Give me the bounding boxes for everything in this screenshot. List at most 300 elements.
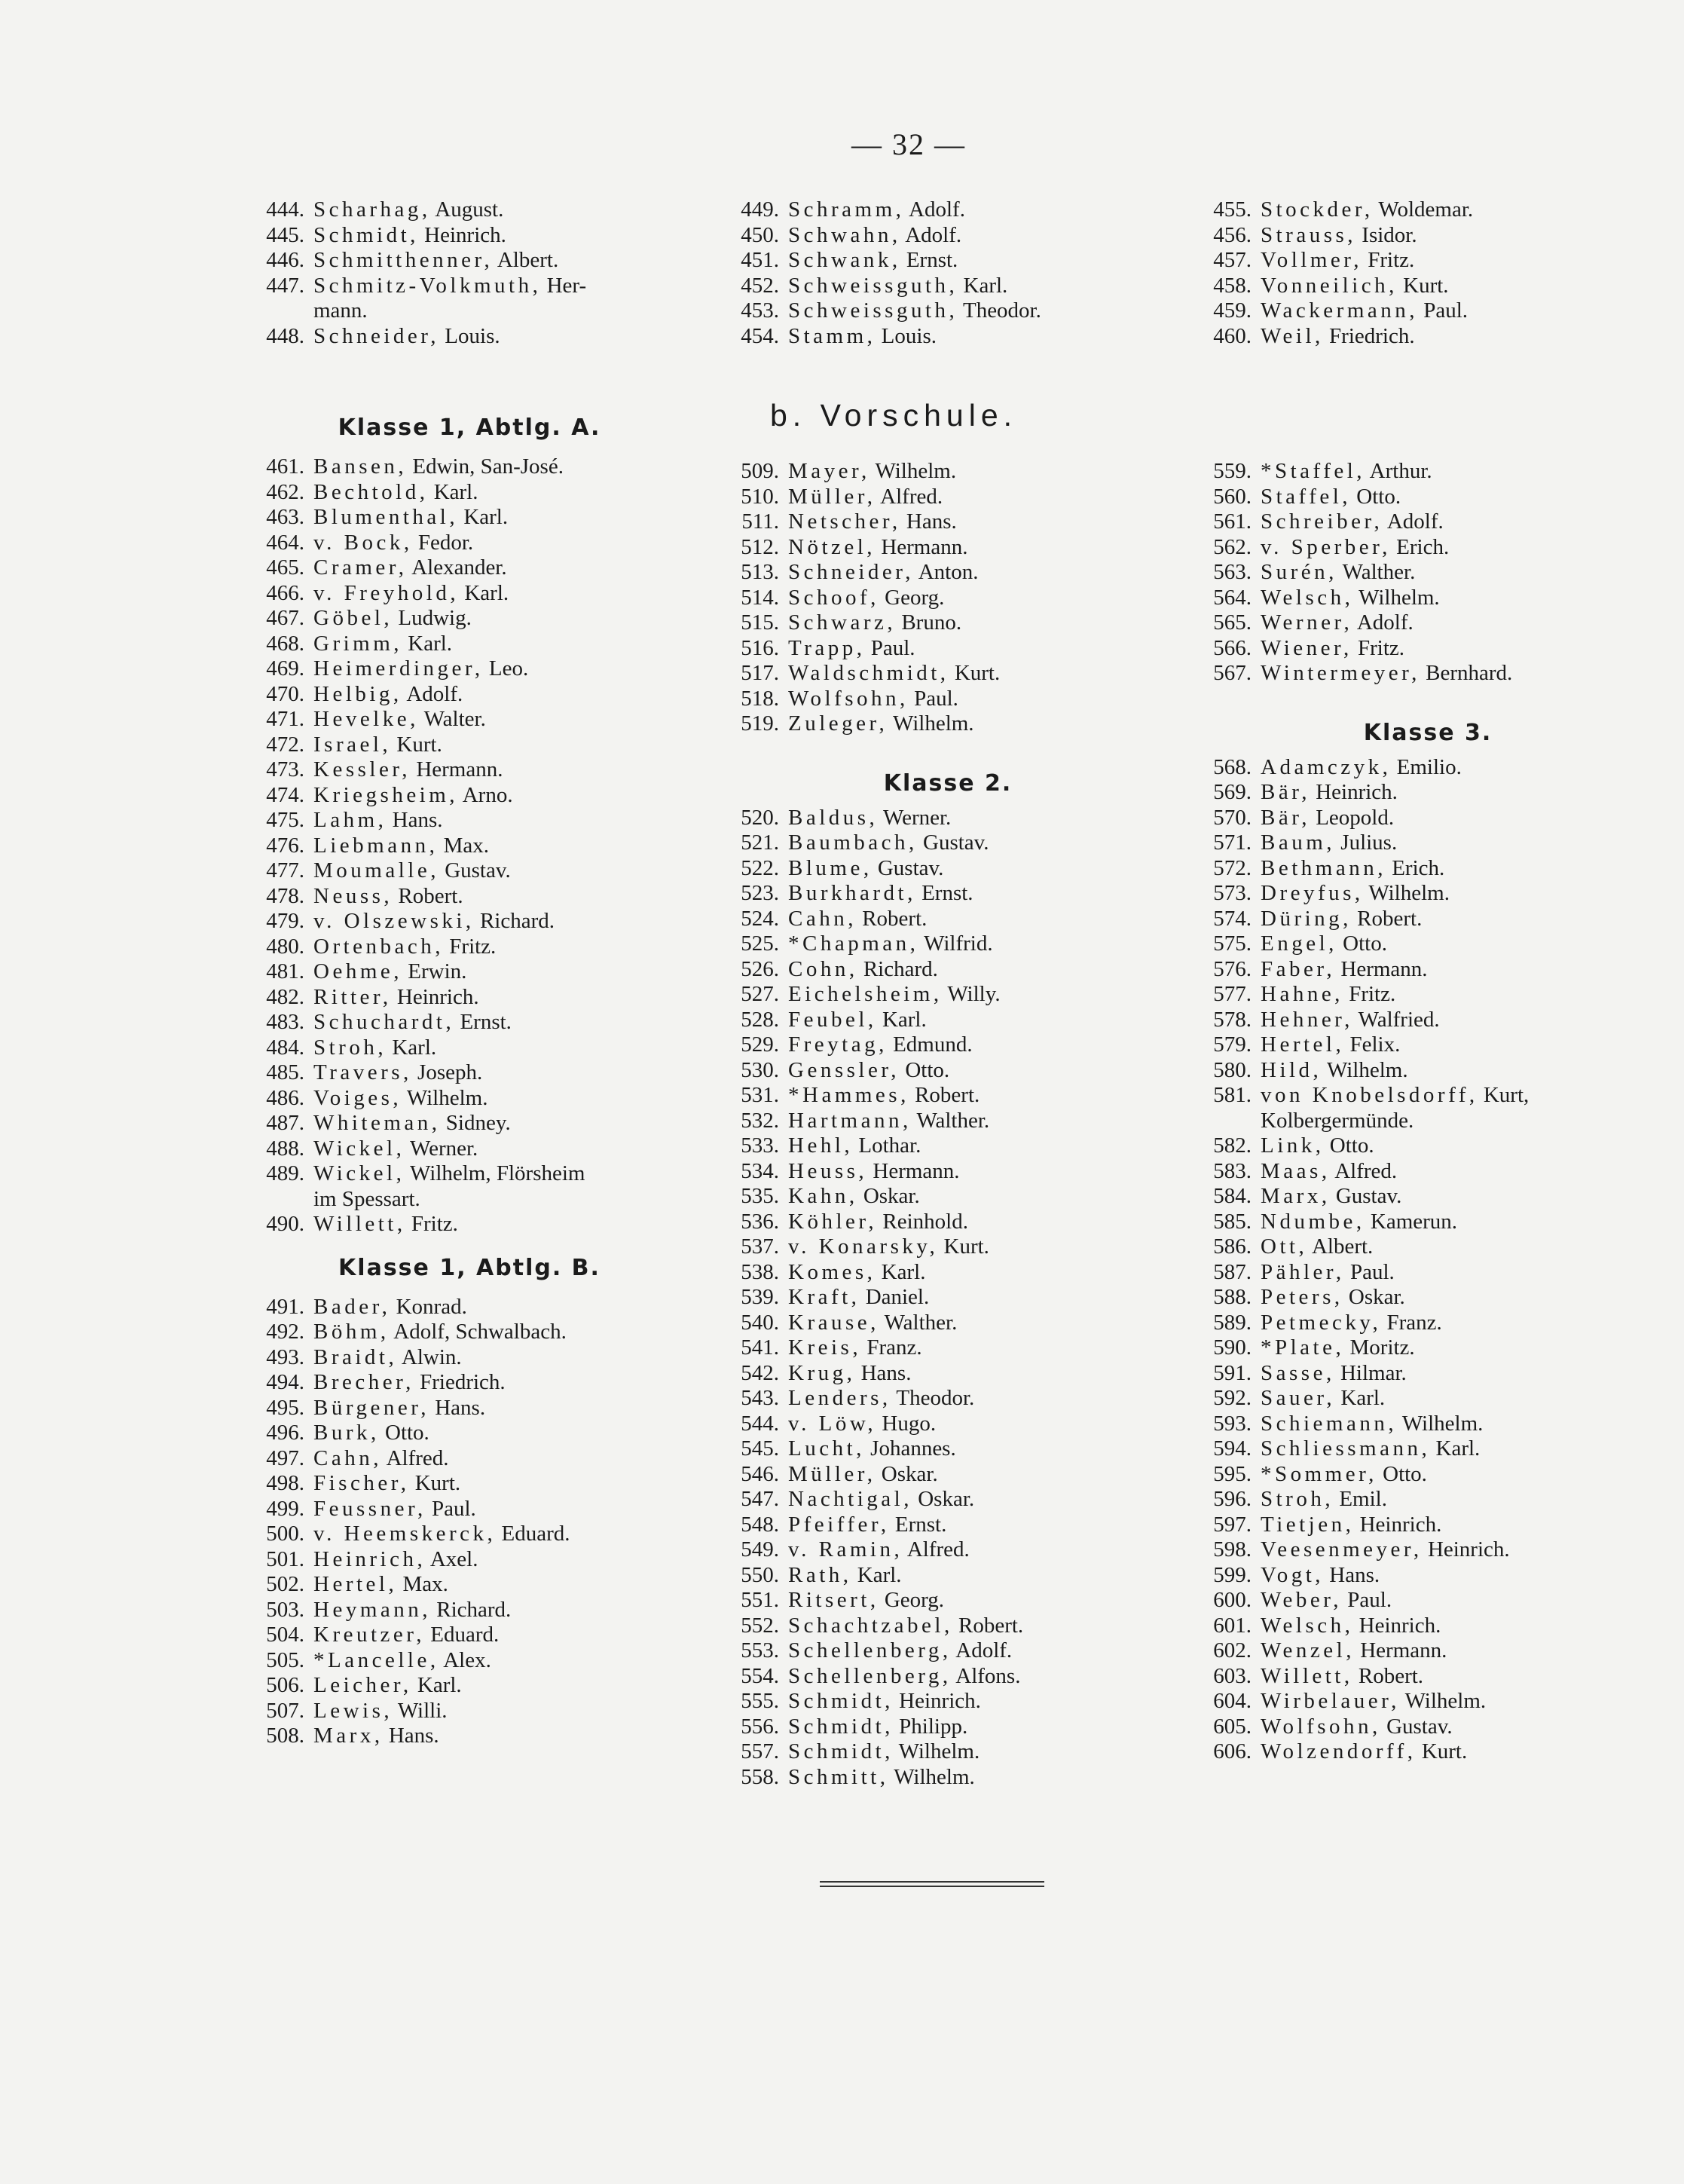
list-entry [1194, 1032, 1661, 1058]
entry-surname: Ott, [1261, 1234, 1308, 1259]
entry-surname: Schmitz-Volkmuth, [313, 273, 542, 298]
entry-number: 559. [1213, 459, 1252, 483]
entry-number: 494. [266, 1370, 304, 1394]
entry-number: 532. [741, 1108, 779, 1133]
entry-given-name: Edmund. [887, 1032, 973, 1057]
entry-given-name: Kurt, [1478, 1083, 1530, 1107]
entry-name [788, 1234, 989, 1260]
entry-number: 506. [266, 1673, 304, 1697]
list-entry [722, 1260, 1174, 1286]
entry-surname: Heimerdinger, [313, 656, 484, 681]
list-entry [247, 1295, 692, 1320]
entry-name [1261, 1008, 1440, 1033]
entry-given-name: Wilhelm. [1322, 1057, 1408, 1082]
entry-name [1261, 298, 1468, 324]
entry-surname: Schmidt, [788, 1689, 894, 1713]
entry-given-name: Hans. [429, 1395, 486, 1420]
entry-given-name: Otto. [1337, 931, 1387, 956]
entry-given-name: Theodor. [891, 1386, 975, 1410]
entry-given-name: Karl. [458, 505, 509, 529]
entry-given-name: Woldemar. [1373, 197, 1474, 222]
entry-name [313, 858, 511, 884]
entry-surname: Schneider, [788, 560, 915, 584]
entry-number: 599. [1213, 1562, 1252, 1587]
entry-surname: Tietjen, [1261, 1512, 1355, 1537]
entry-name [1261, 755, 1462, 781]
entry-number: 573. [1213, 881, 1252, 905]
entry-surname: Marx, [313, 1724, 384, 1748]
entry-name [313, 1547, 478, 1573]
entry-name [313, 480, 478, 506]
entry-given-name: Erich. [1390, 534, 1450, 559]
entry-name [313, 682, 463, 708]
entry-surname: Adamczyk, [1261, 754, 1392, 779]
entry-name [313, 1212, 458, 1237]
entry-number: 576. [1213, 956, 1252, 981]
entry-number: 482. [266, 984, 304, 1009]
entry-surname: Kahn, [788, 1184, 858, 1208]
entry-name [1261, 806, 1394, 831]
entry-number: 485. [266, 1060, 304, 1084]
list-entry [1194, 1260, 1661, 1286]
entry-name [313, 1421, 429, 1446]
entry-name [313, 1648, 491, 1674]
entry-surname: v. Löw, [788, 1411, 877, 1436]
list-entry [247, 480, 692, 506]
list-entry [722, 586, 1174, 611]
entry-number: 553. [741, 1638, 779, 1662]
entry-surname: Wickel, [313, 1136, 405, 1161]
entry-name [788, 687, 958, 712]
entry-surname: Hertel, [313, 1572, 398, 1596]
entry-surname: Nötzel, [788, 534, 876, 559]
entry-given-name: Eduard. [496, 1522, 570, 1546]
entry-name [313, 1471, 460, 1497]
list-entry [722, 1689, 1174, 1714]
entry-given-name: Robert. [856, 906, 928, 931]
entry-name [313, 531, 473, 556]
entry-given-name: Kurt. [409, 1471, 461, 1495]
entry-given-name: Philipp. [893, 1714, 968, 1739]
entry-surname: Fischer, [313, 1471, 410, 1495]
list-entry [247, 1471, 692, 1497]
entry-name [1261, 1412, 1483, 1437]
entry-surname: Hertel, [1261, 1032, 1345, 1057]
entry-surname: v. Freyhold, [313, 580, 460, 605]
entry-name [1261, 324, 1415, 350]
entry-given-name: Fritz. [405, 1212, 458, 1236]
section-title-vorschule: b. Vorschule. [770, 398, 1018, 433]
entry-number: 472. [266, 732, 304, 757]
entry-given-name: Theodor. [958, 298, 1041, 323]
entry-continuation: im Spessart. [313, 1186, 420, 1211]
entry-given-name: Emilio. [1391, 754, 1462, 779]
entry-number: 533. [741, 1133, 779, 1158]
entry-surname: Schmidt, [788, 1714, 894, 1739]
entry-number: 574. [1213, 906, 1252, 931]
entry-given-name: Gustav. [872, 855, 944, 880]
entry-name [313, 1010, 512, 1035]
entry-given-name: Isidor. [1356, 222, 1417, 247]
entry-number: 546. [741, 1461, 779, 1486]
list-entry [1194, 274, 1661, 299]
list-entry [247, 1497, 692, 1522]
entry-given-name: Robert. [393, 883, 463, 908]
entry-number: 552. [741, 1613, 779, 1638]
entry-number: 561. [1213, 509, 1252, 534]
entry-given-name: Fritz. [1343, 982, 1396, 1006]
entry-name [788, 711, 974, 737]
entry-number: 528. [741, 1007, 779, 1032]
list-entry [1194, 957, 1661, 983]
entry-surname: Moumalle, [313, 858, 439, 882]
entry-given-name: Hermann. [876, 534, 968, 559]
list-entry [247, 884, 692, 910]
entry-name [788, 610, 961, 636]
entry-given-name: Johannes. [864, 1436, 956, 1461]
list-entry [247, 1522, 692, 1547]
entry-name [313, 1111, 511, 1136]
entry-surname: Komes, [788, 1259, 876, 1284]
entry-name [788, 485, 943, 510]
list-entry [247, 1111, 692, 1136]
entry-surname: Welsch, [1261, 1613, 1354, 1638]
entry-surname: Schwarz, [788, 610, 897, 635]
list-entry [1194, 1311, 1661, 1336]
entry-name [788, 931, 993, 957]
entry-surname: Köhler, [788, 1209, 878, 1234]
entry-given-name: Paul. [1342, 1588, 1392, 1612]
list-entry [247, 1136, 692, 1162]
entry-name [788, 1638, 1012, 1664]
entry-given-name: Walther. [879, 1310, 958, 1335]
entry-name [1261, 780, 1398, 806]
entry-name [1261, 1739, 1467, 1765]
entry-surname: Hild, [1261, 1057, 1322, 1082]
list-entry [722, 907, 1174, 932]
list-entry [1194, 1436, 1661, 1462]
entry-name [1261, 1563, 1380, 1589]
entry-surname: Lenders, [788, 1386, 891, 1410]
entry-name [788, 881, 973, 907]
entry-surname: Feubel, [788, 1007, 877, 1032]
entry-number: 449. [741, 197, 779, 222]
entry-surname: Wintermeyer, [1261, 661, 1420, 685]
entry-continuation: Kolbergermünde. [1261, 1108, 1414, 1133]
list-entry [722, 560, 1174, 586]
entry-name [1261, 197, 1473, 223]
list-entry [722, 274, 1174, 299]
entry-given-name: Oskar. [1343, 1285, 1405, 1309]
entry-surname: Lewis, [313, 1698, 393, 1723]
entry-given-name: Otto. [379, 1421, 429, 1445]
entry-given-name: Karl. [428, 479, 478, 504]
entry-surname: Cahn, [788, 906, 857, 931]
entry-given-name: Reinhold. [877, 1209, 968, 1234]
entry-number: 566. [1213, 635, 1252, 660]
list-entry [722, 1008, 1174, 1033]
list-entry [247, 909, 692, 934]
list-entry [1194, 1462, 1661, 1488]
list-entry [722, 1714, 1174, 1740]
entry-number: 545. [741, 1436, 779, 1461]
entry-name [313, 1699, 448, 1724]
entry-number: 544. [741, 1411, 779, 1436]
entry-surname: Wenzel, [1261, 1638, 1355, 1662]
list-entry [1194, 1487, 1661, 1513]
entry-given-name: Oskar. [857, 1184, 920, 1208]
entry-given-name: Friedrich. [414, 1370, 506, 1394]
entry-number: 453. [741, 298, 779, 323]
entry-name [1261, 982, 1395, 1008]
entry-given-name: Oskar. [876, 1461, 938, 1486]
entry-number: 583. [1213, 1158, 1252, 1183]
list-entry [1194, 881, 1661, 907]
entry-number: 550. [741, 1562, 779, 1587]
entry-number: 520. [741, 805, 779, 830]
entry-surname: Engel, [1261, 931, 1337, 956]
list-entry [722, 1436, 1174, 1462]
entry-number: 535. [741, 1184, 779, 1208]
entry-number: 589. [1213, 1310, 1252, 1335]
list-entry [1194, 1058, 1661, 1084]
entry-number: 455. [1213, 197, 1252, 222]
entry-given-name: Joseph. [411, 1060, 483, 1084]
list-entry [247, 1370, 692, 1396]
entry-name [313, 274, 586, 299]
entry-number: 600. [1213, 1588, 1252, 1612]
top-list-col1 [247, 197, 692, 349]
entry-surname: Bansen, [313, 454, 408, 479]
entry-given-name: Kurt. [1397, 273, 1449, 298]
entry-given-name: Walther. [911, 1108, 990, 1133]
list-entry [247, 531, 692, 556]
entry-name [788, 324, 937, 350]
list-entry [1194, 907, 1661, 932]
entry-surname: Kessler, [313, 757, 411, 782]
entry-surname: Böhm, [313, 1320, 390, 1344]
list-entry [247, 197, 692, 223]
entry-number: 542. [741, 1360, 779, 1385]
heading-klasse-1a: Klasse 1, Abtlg. A. [338, 414, 601, 441]
list-entry [1194, 661, 1661, 687]
list-entry [722, 1412, 1174, 1437]
entry-given-name: Wilhelm. [870, 459, 957, 483]
entry-given-name: Georg. [879, 1588, 945, 1612]
list-entry [1194, 610, 1661, 636]
entry-name [313, 606, 472, 632]
entry-number: 578. [1213, 1007, 1252, 1032]
entry-number: 469. [266, 656, 304, 681]
list-entry [247, 1648, 692, 1674]
entry-name [788, 661, 1000, 687]
entry-number: 445. [266, 222, 304, 247]
entry-given-name: Gustav. [1330, 1184, 1402, 1208]
list-entry [722, 485, 1174, 510]
entry-number: 447. [266, 273, 304, 298]
entry-number: 501. [266, 1546, 304, 1571]
entry-name [313, 1497, 476, 1522]
entry-name [1261, 1664, 1423, 1690]
entry-surname: Trapp, [788, 635, 866, 660]
entry-number: 460. [1213, 323, 1252, 348]
entry-surname: Ritsert, [788, 1588, 879, 1612]
entry-given-name: Friedrich. [1323, 323, 1415, 348]
list-entry [722, 636, 1174, 662]
entry-given-name: Alfred. [903, 1537, 970, 1562]
entry-given-name: Karl. [387, 1035, 437, 1060]
entry-number: 448. [266, 323, 304, 348]
closing-double-rule [820, 1881, 1044, 1890]
entry-surname: Schramm, [788, 197, 905, 222]
entry-name [788, 535, 967, 561]
entry-given-name: Leo. [483, 656, 529, 681]
list-entry [1194, 459, 1661, 485]
entry-given-name: Alwin. [397, 1344, 462, 1369]
entry-name [1261, 223, 1417, 249]
entry-surname: Heinrich, [313, 1546, 426, 1571]
entry-name [313, 1572, 448, 1598]
top-list-col2 [722, 197, 1174, 349]
entry-number: 486. [266, 1085, 304, 1110]
entry-surname: Staffel, [1261, 484, 1352, 509]
list-entry [247, 1320, 692, 1345]
entry-surname: Maas, [1261, 1158, 1331, 1183]
entry-surname: Brecher, [313, 1370, 414, 1394]
entry-number: 444. [266, 197, 304, 222]
entry-surname: v. Konarsky, [788, 1234, 939, 1259]
entry-name [1261, 1689, 1486, 1714]
entry-surname: *Staffel, [1261, 459, 1366, 483]
entry-name [313, 1035, 436, 1061]
entry-name [788, 1739, 980, 1765]
entry-surname: Kreutzer, [313, 1623, 426, 1647]
entry-name [788, 1487, 974, 1513]
entry-given-name: Heinrich. [1354, 1512, 1442, 1537]
list-entry [1194, 1361, 1661, 1387]
entry-given-name: Willy. [942, 982, 1001, 1006]
entry-surname: Helbig, [313, 681, 402, 706]
entry-given-name: Ernst. [915, 881, 973, 905]
entry-given-name: Albert. [1307, 1234, 1374, 1259]
entry-number: 487. [266, 1111, 304, 1135]
entry-given-name: Karl. [876, 1259, 926, 1284]
entry-given-name: Wilhelm. [893, 1739, 980, 1763]
entry-name [1261, 586, 1440, 611]
entry-number: 560. [1213, 484, 1252, 509]
entry-surname: Pfeiffer, [788, 1512, 890, 1537]
list-entry [247, 1446, 692, 1472]
list-entry [722, 459, 1174, 485]
list-entry [1194, 830, 1661, 856]
entry-surname: v. Heemskerck, [313, 1522, 497, 1546]
list-entry [247, 656, 692, 682]
entry-given-name: Heinrich. [1422, 1537, 1510, 1562]
entry-surname: Bär, [1261, 780, 1310, 804]
entry-surname: Stockder, [1261, 197, 1374, 222]
list-entry [722, 1563, 1174, 1589]
list-entry [1194, 636, 1661, 662]
entry-name [788, 274, 1007, 299]
entry-surname: Bechtold, [313, 479, 429, 504]
entry-given-name: Hugo. [876, 1411, 937, 1436]
entry-given-name: Wilhelm. [402, 1085, 488, 1110]
entry-name [788, 1032, 973, 1058]
entry-surname: Blume, [788, 855, 873, 880]
entry-number: 446. [266, 248, 304, 272]
list-entry [247, 985, 692, 1011]
entry-given-name: Karl. [459, 580, 509, 605]
entry-surname: Hehner, [1261, 1007, 1353, 1032]
entry-name [313, 505, 508, 531]
entry-name [313, 1724, 439, 1749]
list-entry [247, 324, 692, 350]
entry-surname: Welsch, [1261, 585, 1354, 610]
entry-name [1261, 856, 1444, 882]
list-entry [1194, 931, 1661, 957]
entry-name [313, 223, 506, 249]
entry-name [1261, 1361, 1407, 1387]
list-entry [1194, 780, 1661, 806]
list-entry [247, 274, 692, 299]
entry-number: 526. [741, 956, 779, 981]
list-entry [722, 1032, 1174, 1058]
entry-name [313, 1446, 449, 1472]
list-entry [247, 733, 692, 758]
entry-number: 510. [741, 484, 779, 509]
entry-number: 540. [741, 1310, 779, 1335]
entry-name [788, 1714, 967, 1740]
entry-given-name: Werner. [878, 805, 952, 830]
entry-given-name: Karl. [851, 1562, 902, 1587]
list-entry [247, 707, 692, 733]
list-entry [722, 1638, 1174, 1664]
entry-number: 597. [1213, 1512, 1252, 1537]
entry-number: 465. [266, 555, 304, 580]
entry-surname: Schmidt, [788, 1739, 894, 1763]
entry-given-name: Ernst. [454, 1010, 512, 1034]
entry-surname: Werner, [1261, 610, 1353, 635]
entry-surname: Heuss, [788, 1158, 868, 1183]
entry-number: 585. [1213, 1209, 1252, 1234]
list-entry [722, 1285, 1174, 1311]
entry-number: 467. [266, 606, 304, 630]
entry-number: 502. [266, 1572, 304, 1596]
list-entry [722, 830, 1174, 856]
entry-name [313, 1060, 482, 1086]
entry-given-name: Julius. [1335, 830, 1398, 855]
entry-number: 572. [1213, 855, 1252, 880]
entry-number: 538. [741, 1259, 779, 1284]
entry-given-name: Fritz. [1362, 248, 1415, 272]
entry-name [313, 757, 503, 783]
entry-given-name: Otto. [1324, 1133, 1374, 1158]
entry-name [1261, 1032, 1400, 1058]
entry-given-name: Franz. [861, 1335, 922, 1360]
entry-name [788, 1335, 922, 1361]
entry-surname: Schmitt, [788, 1764, 889, 1789]
entry-given-name: Kurt. [391, 732, 442, 757]
entry-name [788, 1159, 960, 1185]
entry-number: 575. [1213, 931, 1252, 956]
entry-number: 462. [266, 479, 304, 504]
list-entry [722, 982, 1174, 1008]
entry-name [313, 959, 466, 985]
entry-name [788, 586, 944, 611]
entry-name [1261, 1083, 1529, 1109]
entry-surname: Müller, [788, 1461, 876, 1486]
entry-name [788, 1588, 944, 1614]
